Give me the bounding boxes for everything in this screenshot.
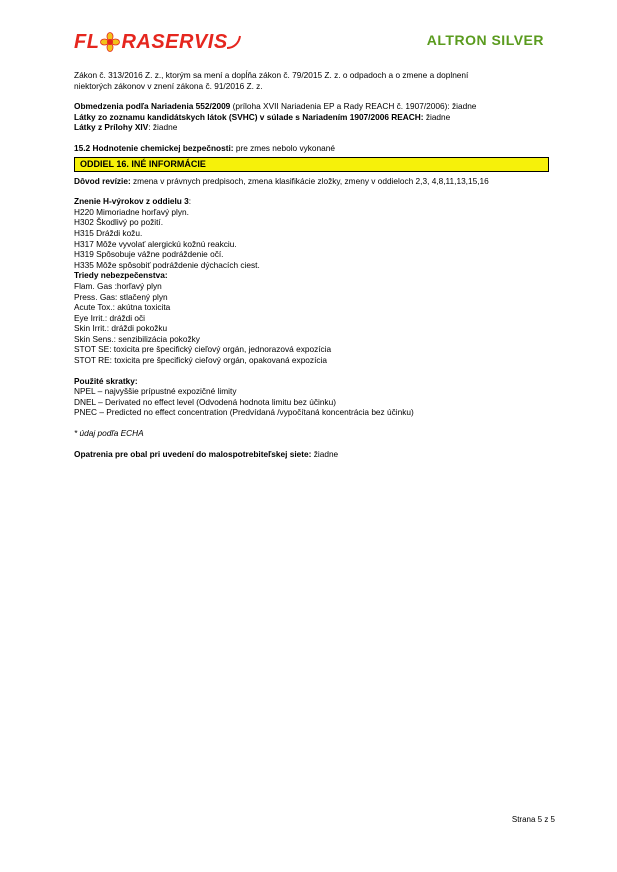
document-body bbox=[74, 70, 549, 459]
logo-text-part2: RASERVIS bbox=[121, 30, 228, 53]
annex14-line bbox=[74, 122, 549, 133]
flower-icon bbox=[100, 32, 120, 52]
abbreviation-item: NPEL – najvyššie prípustné expozičné limity bbox=[74, 386, 237, 397]
h-heading-text: Znenie H-výrokov z oddielu 3 bbox=[74, 196, 189, 207]
svhc-text: žiadne bbox=[423, 111, 451, 122]
hazard-class-item: Acute Tox.: akútna toxicita bbox=[74, 302, 171, 313]
annex14-text: : žiadne bbox=[148, 122, 178, 133]
abbreviation-item: PNEC – Predicted no effect concentration (Predvídaná /vypočítaná koncentrácia bez účinku) bbox=[74, 407, 414, 418]
h-heading-suffix: : bbox=[188, 196, 192, 207]
revision-label: Dôvod revízie: bbox=[74, 175, 131, 186]
h-statement: H315 Dráždi kožu. bbox=[74, 227, 143, 238]
section-16-heading: ODDIEL 16. INÉ INFORMÁCIE bbox=[74, 157, 549, 172]
packaging-line bbox=[74, 449, 549, 460]
hazard-class-item: Skin Sens.: senzibilizácia pokožky bbox=[74, 333, 200, 344]
svhc-label: Látky zo zoznamu kandidátskych látok (SVHC) v súlade s Nariadením 1907/2006 REACH: bbox=[74, 111, 424, 122]
hazard-class-item: Flam. Gas :horľavý plyn bbox=[74, 280, 162, 291]
h-statement: H335 Môže spôsobiť podráždenie dýchacích ciest. bbox=[74, 259, 260, 270]
page-header bbox=[74, 28, 544, 58]
restrictions-label: Obmedzenia podľa Nariadenia 552/2009 bbox=[74, 101, 231, 112]
packaging-text: žiadne bbox=[311, 448, 339, 459]
revision-line bbox=[74, 176, 549, 187]
svhc-line bbox=[74, 112, 549, 123]
hazard-class-item: Eye Irrit.: dráždi oči bbox=[74, 312, 146, 323]
chem-assessment-text: pre zmes nebolo vykonané bbox=[233, 142, 335, 153]
annex14-label: Látky z Prílohy XIV bbox=[74, 122, 149, 133]
hazard-class-item: Press. Gas: stlačený plyn bbox=[74, 291, 168, 302]
floraservis-logo bbox=[74, 28, 242, 56]
packaging-label: Opatrenia pre obal pri uvedení do malospotrebiteľskej siete: bbox=[74, 448, 312, 459]
h-statement: H220 Mimoriadne horľavý plyn. bbox=[74, 206, 189, 217]
abbreviation-item: DNEL – Derivated no effect level (Odvodená hodnota limitu bez účinku) bbox=[74, 396, 336, 407]
logo-text-part1: FL bbox=[74, 30, 100, 53]
h-statements-heading bbox=[74, 196, 549, 207]
page-number: Strana 5 z 5 bbox=[511, 815, 555, 824]
hazard-class-item: Skin Irrit.: dráždi pokožku bbox=[74, 323, 168, 334]
h-statement: H317 Môže vyvolať alergickú kožnú reakciu. bbox=[74, 238, 237, 249]
logo-swoosh-icon bbox=[226, 34, 242, 50]
abbreviations-heading: Použité skratky: bbox=[74, 375, 138, 386]
hazard-class-item: STOT RE: toxicita pre špecifický cieľový orgán, opakovaná expozícia bbox=[74, 355, 327, 366]
legal-line-2: niektorých zákonov v znení zákona č. 91/2016 Z. z. bbox=[74, 80, 263, 91]
product-name: ALTRON SILVER bbox=[426, 32, 544, 48]
restrictions-line bbox=[74, 101, 549, 112]
hazard-class-item: STOT SE: toxicita pre špecifický cieľový orgán, jednorazová expozícia bbox=[74, 344, 332, 355]
chem-assessment-label: 15.2 Hodnotenie chemickej bezpečnosti: bbox=[74, 142, 234, 153]
echa-note: * údaj podľa ECHA bbox=[74, 428, 144, 439]
legal-line-1: Zákon č. 313/2016 Z. z., ktorým sa mení a dopĺňa zákon č. 79/2015 Z. z. o odpadoch a o zmene a doplnení bbox=[74, 70, 469, 80]
chem-assessment-line bbox=[74, 143, 549, 154]
hazard-classes-heading: Triedy nebezpečenstva: bbox=[74, 270, 168, 281]
restrictions-text: (príloha XVII Nariadenia EP a Rady REACH č. 1907/2006): žiadne bbox=[230, 101, 477, 112]
h-statement: H319 Spôsobuje vážne podráždenie očí. bbox=[74, 249, 224, 260]
h-statement: H302 Škodlivý po požití. bbox=[74, 217, 164, 228]
revision-text: zmena v právnych predpisoch, zmena klasifikácie zložky, zmeny v oddieloch 2,3, 4,8,11,13,15,16 bbox=[130, 175, 489, 186]
